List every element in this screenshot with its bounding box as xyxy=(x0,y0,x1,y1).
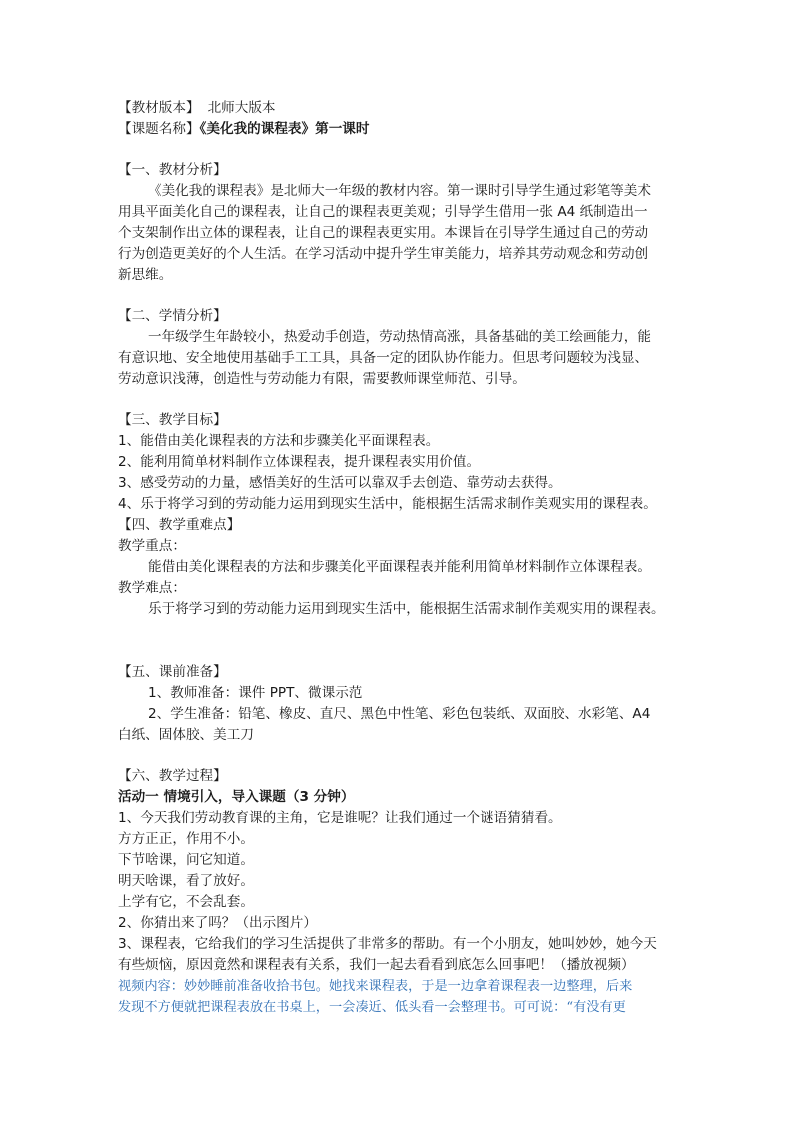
objective-item: 1、能借由美化课程表的方法和步骤美化平面课程表。 xyxy=(118,433,440,449)
paragraph-line: 一年级学生年龄较小，热爱动手创造，劳动热情高涨，具备基础的美工绘画能力，能 xyxy=(148,329,651,345)
objective-item: 2、能利用简单材料制作立体课程表，提升课程表实用价值。 xyxy=(118,454,481,470)
difficulty-text: 乐于将学习到的劳动能力运用到现实生活中，能根据生活需求制作美观实用的课程表。 xyxy=(148,601,665,617)
key-point-label: 教学重点： xyxy=(118,538,186,554)
objective-item: 4、乐于将学习到的劳动能力运用到现实生活中，能根据生活需求制作美观实用的课程表。 xyxy=(118,496,657,512)
student-preparation-cont: 白纸、固体胶、美工刀 xyxy=(118,727,254,743)
paragraph-line: 用具平面美化自己的课程表，让自己的课程表更美观；引导学生借用一张 A4 纸制造出一 xyxy=(118,204,648,220)
edition-row xyxy=(118,98,688,119)
edition-label: 【教材版本】 xyxy=(118,100,200,116)
objective-item: 3、感受劳动的力量，感悟美好的生活可以靠双手去创造、靠劳动去获得。 xyxy=(118,475,562,491)
teacher-preparation: 1、教师准备：课件 PPT、微课示范 xyxy=(148,685,363,701)
activity-title: 活动一 情境引入，导入课题（3 分钟） xyxy=(118,789,355,805)
difficulty-label: 教学难点： xyxy=(118,580,186,596)
riddle-line: 上学有它，不会乱套。 xyxy=(118,894,254,910)
process-line: 3、课程表，它给我们的学习生活提供了非常多的帮助。有一个小朋友，她叫妙妙，她今天 xyxy=(118,936,657,952)
paragraph-line: 劳动意识浅薄，创造性与劳动能力有限，需要教师课堂师范、引导。 xyxy=(118,371,526,387)
riddle-line: 明天啥课，看了放好。 xyxy=(118,873,254,889)
process-line: 2、你猜出来了吗？（出示图片） xyxy=(118,915,317,931)
lesson-title-value: 《美化我的课程表》第一课时 xyxy=(199,121,370,137)
paragraph-line: 新思维。 xyxy=(118,267,173,283)
paragraph-line: 《美化我的课程表》是北师大一年级的教材内容。第一课时引导学生通过彩笔等美术 xyxy=(148,183,651,199)
lesson-title-row xyxy=(118,119,688,140)
section-heading-process: 【六、教学过程】 xyxy=(118,768,227,784)
edition-value: 北师大版本 xyxy=(207,100,276,116)
process-line: 有些烦恼，原因竟然和课程表有关系，我们一起去看看到底怎么回事吧！（播放视频） xyxy=(118,957,635,973)
riddle-line: 方方正正，作用不小。 xyxy=(118,831,254,847)
section-heading-preparation: 【五、课前准备】 xyxy=(118,664,227,680)
paragraph-line: 有意识地、安全地使用基础手工工具，具备一定的团队协作能力。但思考问题较为浅显、 xyxy=(118,350,649,366)
process-line: 1、今天我们劳动教育课的主角，它是谁呢？让我们通过一个谜语猜猜看。 xyxy=(118,810,562,826)
section-heading-key-points: 【四、教学重难点】 xyxy=(118,517,241,533)
video-description-line: 发现不方便就把课程表放在书桌上，一会凑近、低头看一会整理书。可可说：“有没有更 xyxy=(118,1000,626,1015)
section-heading-student-analysis: 【二、学情分析】 xyxy=(118,308,227,324)
riddle-line: 下节啥课，问它知道。 xyxy=(118,852,254,868)
section-heading-textbook-analysis: 【一、教材分析】 xyxy=(118,162,227,178)
paragraph-line: 行为创造更美好的个人生活。在学习活动中提升学生审美能力，培养其劳动观念和劳动创 xyxy=(118,246,649,262)
paragraph-line: 个支架制作出立体的课程表，让自己的课程表更实用。本课旨在引导学生通过自己的劳动 xyxy=(118,225,649,241)
section-heading-objectives: 【三、教学目标】 xyxy=(118,412,227,428)
video-description-line: 视频内容：妙妙睡前准备收拾书包。她找来课程表，于是一边拿着课程表一边整理，后来 xyxy=(118,979,633,994)
key-point-text: 能借由美化课程表的方法和步骤美化平面课程表并能利用简单材料制作立体课程表。 xyxy=(148,559,651,575)
lesson-title-label: 【课题名称】 xyxy=(118,121,200,137)
student-preparation: 2、学生准备：铅笔、橡皮、直尺、黑色中性笔、彩色包装纸、双面胶、水彩笔、A4 xyxy=(148,706,651,722)
